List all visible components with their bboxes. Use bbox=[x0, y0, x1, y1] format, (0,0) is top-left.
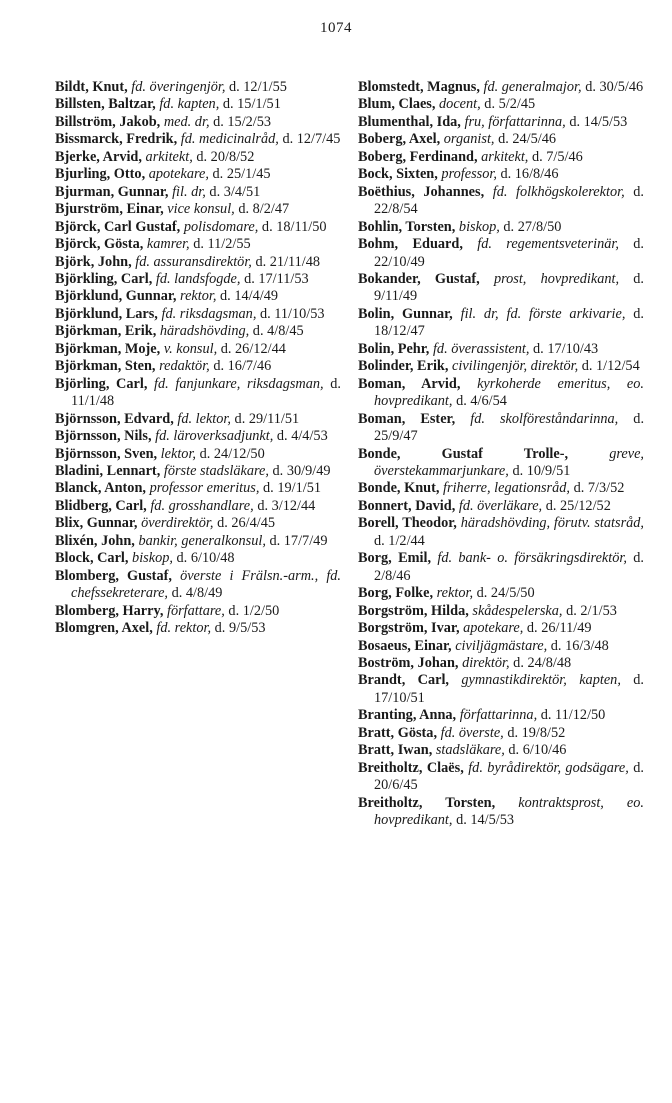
obituary-entry bbox=[358, 79, 644, 96]
entry-name: Blixén, John, bbox=[55, 532, 135, 549]
entry-title: arkitekt, bbox=[481, 148, 529, 165]
obituary-entry bbox=[55, 515, 341, 532]
obituary-entry bbox=[358, 358, 644, 375]
entry-death-date: d. 3/4/51 bbox=[209, 183, 261, 200]
entry-name: Bolinder, Erik, bbox=[358, 358, 449, 375]
entry-death-date: d. 2/8/46 bbox=[374, 550, 645, 584]
obituary-entry bbox=[55, 254, 341, 271]
entry-death-date: d. 19/1/51 bbox=[263, 480, 321, 497]
entry-death-date: d. 6/10/48 bbox=[176, 550, 235, 567]
entry-name: Borg, Folke, bbox=[358, 585, 434, 602]
obituary-entry bbox=[55, 219, 341, 236]
obituary-entry bbox=[55, 533, 341, 550]
entry-name: Björklund, Lars, bbox=[55, 305, 158, 322]
entry-name: Brandt, Carl, bbox=[358, 672, 449, 689]
entry-title: fd. överingenjör, bbox=[131, 79, 226, 95]
entry-death-date: d. 12/1/55 bbox=[228, 79, 287, 95]
obituary-entry bbox=[358, 96, 644, 113]
obituary-entry bbox=[358, 550, 644, 585]
entry-death-date: d. 30/9/49 bbox=[272, 462, 331, 479]
entry-death-date: d. 2/1/53 bbox=[566, 602, 617, 619]
obituary-entry bbox=[358, 219, 644, 236]
entry-death-date: d. 25/9/47 bbox=[374, 410, 645, 445]
entry-title: fd. lektor, bbox=[177, 410, 231, 427]
entry-name: Björck, Carl Gustaf, bbox=[55, 218, 181, 235]
entry-title: förste stadsläkare, bbox=[163, 462, 269, 479]
entry-title: lektor, bbox=[160, 445, 197, 462]
obituary-entry bbox=[358, 603, 644, 620]
entry-name: Blomberg, Gustaf, bbox=[55, 567, 172, 584]
obituary-entry bbox=[55, 288, 341, 305]
entry-death-date: d. 24/5/50 bbox=[476, 585, 535, 602]
entry-name: Bock, Sixten, bbox=[358, 166, 438, 183]
entry-name: Bjurling, Otto, bbox=[55, 166, 146, 183]
entry-name: Bjurström, Einar, bbox=[55, 201, 164, 218]
entry-title: fd. läroverksadjunkt, bbox=[155, 428, 274, 445]
entry-title: arkitekt, bbox=[145, 148, 193, 165]
obituary-entry bbox=[55, 568, 341, 603]
entry-name: Blomberg, Harry, bbox=[55, 602, 164, 619]
entry-name: Boman, Arvid, bbox=[358, 375, 461, 392]
obituary-entry bbox=[358, 411, 644, 446]
left-column bbox=[55, 79, 341, 638]
obituary-entry bbox=[55, 131, 341, 148]
entry-death-date: d. 24/8/48 bbox=[513, 654, 572, 671]
entry-death-date: d. 17/7/49 bbox=[269, 532, 328, 549]
entry-name: Breitholtz, Claës, bbox=[358, 759, 464, 776]
obituary-entry bbox=[358, 341, 644, 358]
entry-title: professor emeritus, bbox=[149, 480, 260, 497]
entry-name: Boëthius, Johannes, bbox=[358, 183, 485, 200]
entry-title: bankir, generalkonsul, bbox=[138, 532, 266, 549]
entry-name: Björkman, Sten, bbox=[55, 358, 156, 375]
obituary-entry bbox=[358, 742, 644, 759]
entry-name: Bonde, Gustaf Trolle-, bbox=[358, 445, 569, 462]
obituary-entry bbox=[55, 114, 341, 131]
entry-name: Bohm, Eduard, bbox=[358, 236, 463, 253]
entry-death-date: d. 16/3/48 bbox=[550, 637, 609, 654]
entry-title: rektor, bbox=[180, 288, 217, 305]
entry-name: Björkman, Erik, bbox=[55, 323, 157, 340]
entry-name: Boberg, Ferdinand, bbox=[358, 148, 478, 165]
entry-title: greve, överstekammarjunkare, bbox=[374, 445, 644, 479]
obituary-entry bbox=[358, 446, 644, 481]
obituary-entry bbox=[55, 498, 341, 515]
entry-name: Björk, John, bbox=[55, 253, 132, 270]
obituary-entry bbox=[358, 655, 644, 672]
entry-name: Blumenthal, Ida, bbox=[358, 113, 461, 130]
entry-death-date: d. 25/12/52 bbox=[545, 497, 611, 514]
entry-title: vice konsul, bbox=[167, 201, 235, 218]
entry-name: Block, Carl, bbox=[55, 550, 129, 567]
obituary-entry bbox=[55, 341, 341, 358]
entry-title: friherre, legationsråd, bbox=[443, 480, 570, 497]
obituary-entry bbox=[358, 672, 644, 707]
entry-name: Branting, Anna, bbox=[358, 707, 457, 724]
obituary-entry bbox=[358, 707, 644, 724]
entry-death-date: d. 17/10/51 bbox=[374, 672, 644, 706]
entry-name: Björck, Gösta, bbox=[55, 236, 144, 253]
entry-death-date: d. 6/10/46 bbox=[508, 742, 567, 759]
entry-death-date: d. 18/12/47 bbox=[374, 305, 645, 340]
entry-title: fd. regementsveterinär, bbox=[477, 236, 619, 253]
entry-title: överdirektör, bbox=[141, 515, 214, 532]
entry-name: Blomgren, Axel, bbox=[55, 620, 153, 637]
entry-death-date: d. 11/12/50 bbox=[540, 707, 606, 724]
obituary-entry bbox=[55, 446, 341, 463]
entry-death-date: d. 25/1/45 bbox=[212, 166, 271, 183]
entry-death-date: d. 11/2/55 bbox=[193, 236, 251, 253]
obituary-entry bbox=[55, 96, 341, 113]
entry-title: professor, bbox=[441, 166, 497, 183]
entry-title: häradshövding, förutv. statsråd, bbox=[460, 515, 645, 532]
entry-death-date: d. 19/8/52 bbox=[507, 724, 566, 741]
entry-name: Bosaeus, Einar, bbox=[358, 637, 452, 654]
entry-name: Blidberg, Carl, bbox=[55, 497, 147, 514]
obituary-entry bbox=[55, 323, 341, 340]
entry-death-date: d. 5/2/45 bbox=[484, 96, 536, 113]
entry-title: organist, bbox=[443, 131, 495, 148]
entry-name: Boman, Ester, bbox=[358, 410, 456, 427]
obituary-entry bbox=[55, 620, 341, 637]
entry-name: Bladini, Lennart, bbox=[55, 462, 161, 479]
entry-title: kamrer, bbox=[146, 236, 190, 253]
entry-death-date: d. 4/8/49 bbox=[171, 585, 223, 602]
entry-name: Billström, Jakob, bbox=[55, 113, 161, 130]
obituary-entry bbox=[55, 79, 341, 96]
entry-name: Blanck, Anton, bbox=[55, 480, 146, 497]
entry-name: Björling, Carl, bbox=[55, 375, 148, 392]
entry-death-date: d. 16/7/46 bbox=[213, 358, 272, 375]
entry-death-date: d. 22/8/54 bbox=[374, 183, 644, 218]
obituary-entry bbox=[358, 620, 644, 637]
obituary-entry bbox=[358, 498, 644, 515]
obituary-entry bbox=[55, 149, 341, 166]
entry-name: Bokander, Gustaf, bbox=[358, 270, 480, 287]
obituary-entry bbox=[358, 149, 644, 166]
entry-title: gymnastikdirektör, kapten, bbox=[461, 672, 621, 689]
entry-title: fd. generalmajor, bbox=[483, 79, 582, 95]
entry-title: fd. medicinalråd, bbox=[180, 131, 279, 148]
entry-death-date: d. 3/12/44 bbox=[257, 497, 316, 514]
obituary-entry bbox=[358, 760, 644, 795]
entry-death-date: d. 9/5/53 bbox=[214, 620, 266, 637]
obituary-entry bbox=[358, 795, 644, 830]
entry-name: Bratt, Gösta, bbox=[358, 724, 438, 741]
entry-title: fil. dr, bbox=[172, 183, 206, 200]
entry-death-date: d. 17/10/43 bbox=[533, 340, 599, 357]
obituary-entry bbox=[358, 585, 644, 602]
entry-title: fd. grosshandlare, bbox=[150, 497, 254, 514]
entry-title: fd. fanjunkare, riksdagsman, bbox=[154, 375, 324, 392]
entry-title: docent, bbox=[439, 96, 481, 113]
entry-name: Bissmarck, Fredrik, bbox=[55, 131, 178, 148]
entry-title: fd. överassistent, bbox=[432, 340, 530, 357]
entry-death-date: d. 16/8/46 bbox=[500, 166, 559, 183]
entry-title: fd. överste, bbox=[440, 724, 504, 741]
entry-name: Boström, Johan, bbox=[358, 654, 459, 671]
entry-title: fd. överläkare, bbox=[458, 497, 543, 514]
entry-name: Bolin, Pehr, bbox=[358, 340, 430, 357]
obituary-entry bbox=[55, 166, 341, 183]
entry-name: Blix, Gunnar, bbox=[55, 515, 138, 532]
entry-title: fd. folkhögskolerektor, bbox=[492, 183, 625, 200]
entry-title: häradshövding, bbox=[159, 323, 250, 340]
entry-name: Borgström, Hilda, bbox=[358, 602, 469, 619]
entry-name: Bohlin, Torsten, bbox=[358, 218, 456, 235]
entry-title: fd. landsfogde, bbox=[155, 270, 241, 287]
entry-death-date: d. 24/12/50 bbox=[199, 445, 265, 462]
entry-name: Björnsson, Edvard, bbox=[55, 410, 174, 427]
entry-death-date: d. 14/5/53 bbox=[456, 812, 515, 829]
entry-title: v. konsul, bbox=[163, 340, 218, 357]
entry-death-date: d. 1/2/50 bbox=[228, 602, 280, 619]
entry-death-date: d. 10/9/51 bbox=[512, 462, 571, 479]
entry-name: Borgström, Ivar, bbox=[358, 620, 460, 637]
entry-death-date: d. 29/11/51 bbox=[234, 410, 300, 427]
entry-name: Bonnert, David, bbox=[358, 497, 456, 514]
entry-title: fd. byrådirektör, godsägare, bbox=[468, 759, 629, 776]
entry-death-date: d. 18/11/50 bbox=[261, 218, 327, 235]
entry-death-date: d. 30/5/46 bbox=[585, 79, 644, 95]
entry-title: fru, författarinna, bbox=[464, 113, 566, 130]
obituary-entry bbox=[55, 306, 341, 323]
entry-name: Björnsson, Sven, bbox=[55, 445, 158, 462]
entry-death-date: d. 7/3/52 bbox=[573, 480, 625, 497]
obituary-entry bbox=[55, 201, 341, 218]
entry-death-date: d. 14/4/49 bbox=[220, 288, 278, 305]
obituary-entry bbox=[358, 236, 644, 271]
entry-death-date: d. 17/11/53 bbox=[244, 270, 309, 287]
entry-death-date: d. 1/12/54 bbox=[581, 358, 640, 375]
entry-title: stadsläkare, bbox=[435, 742, 505, 759]
entry-name: Björkman, Moje, bbox=[55, 340, 161, 357]
entry-title: fd. kapten, bbox=[159, 96, 220, 113]
entry-title: biskop, bbox=[132, 550, 173, 567]
entry-title: författare, bbox=[166, 602, 225, 619]
entry-title: apotekare, bbox=[148, 166, 209, 183]
entry-death-date: d. 12/7/45 bbox=[282, 131, 341, 148]
entry-death-date: d. 26/12/44 bbox=[220, 340, 286, 357]
entry-death-date: d. 11/1/48 bbox=[71, 375, 342, 410]
entry-name: Breitholtz, Torsten, bbox=[358, 794, 496, 811]
entry-title: fil. dr, fd. förste arkivarie, bbox=[460, 305, 626, 322]
entry-death-date: d. 20/6/45 bbox=[374, 759, 644, 794]
obituary-entry bbox=[358, 480, 644, 497]
obituary-entry bbox=[358, 376, 644, 411]
entry-name: Borg, Emil, bbox=[358, 550, 432, 567]
entry-title: prost, hovpredikant, bbox=[493, 270, 620, 287]
entry-title: fd. skolföreståndarinna, bbox=[470, 410, 619, 427]
entry-death-date: d. 22/10/49 bbox=[374, 236, 644, 270]
entry-death-date: d. 4/8/45 bbox=[252, 323, 304, 340]
entry-death-date: d. 26/4/45 bbox=[217, 515, 276, 532]
obituary-entry bbox=[55, 411, 341, 428]
entry-title: fd. rektor, bbox=[156, 620, 212, 637]
page-number: 1074 bbox=[320, 20, 352, 36]
entry-name: Bonde, Knut, bbox=[358, 480, 440, 497]
entry-title: med. dr, bbox=[163, 113, 210, 130]
entry-death-date: d. 26/11/49 bbox=[526, 620, 592, 637]
obituary-entry bbox=[55, 428, 341, 445]
entry-title: biskop, bbox=[458, 218, 500, 235]
entry-title: direktör, bbox=[462, 654, 510, 671]
obituary-entry bbox=[358, 515, 644, 550]
entry-title: rektor, bbox=[436, 585, 474, 602]
obituary-entry bbox=[55, 236, 341, 253]
entry-name: Bjerke, Arvid, bbox=[55, 148, 142, 165]
entry-name: Boberg, Axel, bbox=[358, 131, 441, 148]
entry-death-date: d. 15/1/51 bbox=[222, 96, 281, 113]
entry-title: kontraktsprost, eo. hovpredikant, bbox=[374, 794, 645, 829]
obituary-entry bbox=[358, 114, 644, 131]
obituary-entry bbox=[358, 131, 644, 148]
obituary-entry bbox=[358, 184, 644, 219]
entry-death-date: d. 15/2/53 bbox=[213, 113, 272, 130]
entry-name: Borell, Theodor, bbox=[358, 515, 457, 532]
entry-death-date: d. 24/5/46 bbox=[498, 131, 557, 148]
entry-death-date: d. 14/5/53 bbox=[569, 113, 628, 130]
entry-title: kyrkoherde emeritus, eo. hovpredikant, bbox=[374, 375, 644, 410]
entry-title: överste i Frälsn.-arm., fd. chefssekreterare, bbox=[71, 567, 342, 602]
entry-title: apotekare, bbox=[463, 620, 524, 637]
entry-name: Björnsson, Nils, bbox=[55, 428, 152, 445]
entry-death-date: d. 7/5/46 bbox=[531, 148, 583, 165]
obituary-entry bbox=[358, 638, 644, 655]
obituary-entry bbox=[55, 463, 341, 480]
entry-name: Bildt, Knut, bbox=[55, 79, 128, 95]
obituary-entry bbox=[55, 480, 341, 497]
obituary-entry bbox=[55, 376, 341, 411]
obituary-entry bbox=[55, 550, 341, 567]
entry-name: Björkling, Carl, bbox=[55, 270, 153, 287]
obituary-entry bbox=[55, 271, 341, 288]
entry-death-date: d. 8/2/47 bbox=[238, 201, 290, 218]
entry-name: Bolin, Gunnar, bbox=[358, 305, 453, 322]
entry-title: fd. assuransdirektör, bbox=[135, 253, 252, 270]
entry-death-date: d. 27/8/50 bbox=[503, 218, 562, 235]
entry-death-date: d. 20/8/52 bbox=[196, 148, 255, 165]
obituary-entry bbox=[55, 358, 341, 375]
entry-title: redaktör, bbox=[159, 358, 210, 375]
entry-title: fd. bank- o. försäkringsdirektör, bbox=[437, 550, 627, 567]
entry-title: civilingenjör, direktör, bbox=[452, 358, 579, 375]
entry-name: Blomstedt, Magnus, bbox=[358, 79, 480, 95]
entry-title: skådespelerska, bbox=[472, 602, 563, 619]
entry-name: Blum, Claes, bbox=[358, 96, 436, 113]
entry-title: polisdomare, bbox=[183, 218, 259, 235]
obituary-entry bbox=[358, 271, 644, 306]
entry-name: Bjurman, Gunnar, bbox=[55, 183, 169, 200]
obituary-entry bbox=[358, 725, 644, 742]
entry-death-date: d. 9/11/49 bbox=[374, 270, 644, 305]
entry-death-date: d. 21/11/48 bbox=[255, 253, 321, 270]
entry-title: författarinna, bbox=[459, 707, 538, 724]
entry-title: civiljägmästare, bbox=[455, 637, 548, 654]
entry-name: Björklund, Gunnar, bbox=[55, 288, 177, 305]
obituary-entry bbox=[55, 603, 341, 620]
entry-title: fd. riksdagsman, bbox=[161, 305, 257, 322]
obituary-entry bbox=[358, 166, 644, 183]
entry-death-date: d. 1/2/44 bbox=[374, 532, 425, 549]
entry-name: Billsten, Baltzar, bbox=[55, 96, 156, 113]
entry-death-date: d. 4/4/53 bbox=[276, 428, 328, 445]
obituary-entry bbox=[55, 184, 341, 201]
right-column bbox=[358, 79, 644, 829]
entry-death-date: d. 11/10/53 bbox=[259, 305, 325, 322]
entry-death-date: d. 4/6/54 bbox=[456, 393, 507, 410]
entry-name: Bratt, Iwan, bbox=[358, 742, 433, 759]
obituary-entry bbox=[358, 306, 644, 341]
